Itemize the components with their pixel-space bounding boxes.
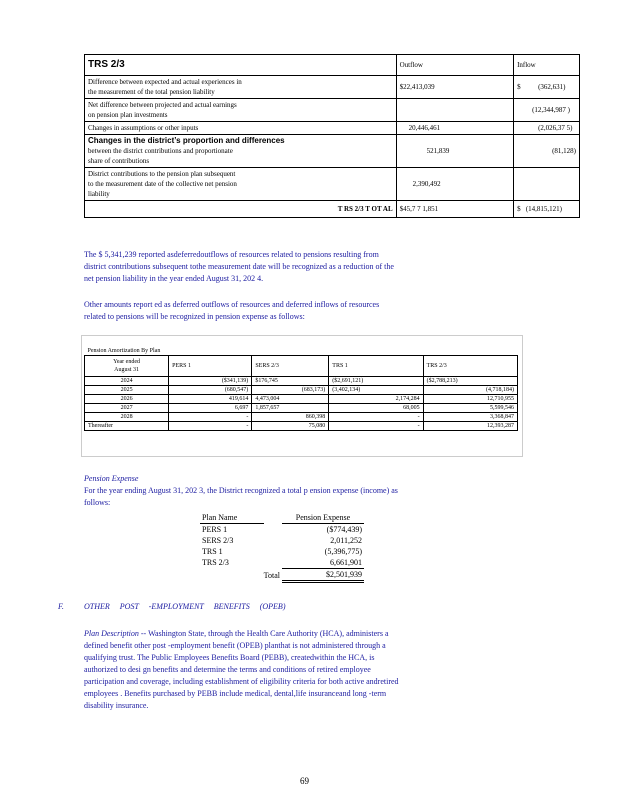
expense-cell: 6,661,901: [282, 557, 364, 569]
total-row: [85, 201, 580, 218]
value-cell: $176,745: [252, 377, 329, 386]
pension-expense-section: [84, 473, 398, 509]
table-header-row: [200, 512, 364, 524]
paragraph-other-amounts: [84, 299, 379, 323]
value-cell: ($2,691,121): [329, 377, 423, 386]
year-cell: 2028: [85, 413, 169, 422]
table-title: TRS 2/3: [85, 55, 397, 76]
paragraph-line: Other amounts report ed as deferred outflows of resources and deferred inflows of resources: [84, 300, 380, 309]
table-row: [85, 135, 580, 168]
opeb-letter: F.: [58, 602, 64, 611]
page-number: 69: [300, 776, 309, 786]
table-header-row: [85, 356, 518, 377]
amortization-table: [84, 347, 518, 431]
inflow-prefix: $: [517, 83, 521, 91]
value-cell: (683,173): [252, 386, 329, 395]
paragraph-line: related to pensions will be recognized in pension expense as follows:: [84, 312, 305, 321]
value-cell: ($2,788,213): [423, 377, 517, 386]
table-row: [200, 524, 364, 536]
total-outflow: $45,7 7 1,851: [396, 201, 513, 218]
expense-cell: (5,396,775): [324, 547, 362, 556]
plan-cell: PERS 1: [202, 525, 228, 534]
total-inflow-prefix: $: [517, 205, 521, 213]
outflow-cell: $22,413,039: [396, 76, 513, 99]
plan-cell: TRS 1: [202, 547, 223, 556]
value-cell: (680,547): [169, 386, 252, 395]
row-label-cont: the measurement of the total pension liability: [88, 88, 215, 96]
value-cell: (3,402,134): [329, 386, 423, 395]
year-cell: 2026: [85, 395, 169, 404]
table-row: [85, 404, 518, 413]
paragraph-line: follows:: [84, 498, 111, 507]
value-cell: 419,614: [169, 395, 252, 404]
column-header: SERS 2/3: [252, 356, 329, 377]
value-cell: 1,857,657: [252, 404, 329, 413]
opeb-plan-description: [84, 628, 554, 712]
pension-expense-table: [200, 512, 364, 583]
column-header-plan: Plan Name: [200, 512, 264, 524]
column-header: PERS 1: [169, 356, 252, 377]
table-row: [200, 557, 364, 569]
paragraph-line: employees . Benefits purchased by PEBB include medical, dental,life insuranceand long -term: [84, 689, 387, 698]
value-cell: 6,697: [169, 404, 252, 413]
total-value: $2,501,939: [282, 569, 364, 582]
row-label: Changes in assumptions or other inputs: [85, 122, 397, 135]
column-header-year: Year ended: [113, 359, 141, 365]
value-cell: 12,710,955: [423, 395, 517, 404]
value-cell: 5,599,546: [423, 404, 517, 413]
value-cell: 860,398: [252, 413, 329, 422]
paragraph-line: authorized to desi gn benefits and determine the terms and conditions of retired employee: [84, 665, 371, 674]
paragraph-line: district contributions subsequent tothe measurement date will be recognized as a reduction of the: [84, 262, 394, 271]
outflow-cell: 521,839: [396, 135, 513, 168]
table-row: [85, 76, 580, 99]
paragraph-line: qualifying trust. The Public Employees Benefits Board (PEBB), createdwithin the HCA, is: [84, 653, 375, 662]
value-cell: 2,174,284: [329, 395, 423, 404]
value-cell: 3,368,847: [423, 413, 517, 422]
year-cell: 2024: [85, 377, 169, 386]
table-row: [85, 386, 518, 395]
row-label-cont: liability: [88, 190, 110, 198]
row-label-cont: on pension plan investments: [88, 111, 168, 119]
paragraph-line: disability insurance.: [84, 701, 149, 710]
row-label-cont: share of contributions: [88, 157, 150, 165]
subheading: Plan Description: [84, 629, 139, 638]
paragraph-line: participation and coverage, including establishment of eligibility criteria for both active andretired: [84, 677, 399, 686]
expense-cell: ($774,439): [326, 525, 362, 534]
paragraph-line: The $ 5,341,239 reported asdeferredoutflows of resources related to pensions resulting from: [84, 250, 379, 259]
year-cell: 2025: [85, 386, 169, 395]
section-heading: Pension Expense: [84, 474, 139, 483]
column-header-outflow: Outflow: [396, 55, 513, 76]
table-row: [200, 535, 364, 546]
total-row: [200, 569, 364, 582]
year-cell: 2027: [85, 404, 169, 413]
inflow-cell: (362,631): [538, 83, 566, 91]
inflow-cell: (81,128): [514, 135, 580, 168]
table-header-row: [85, 55, 580, 76]
column-header-year-cont: August 31: [114, 367, 139, 373]
value-cell: 12,393,287: [423, 422, 517, 431]
value-cell: -: [169, 413, 252, 422]
paragraph-line: net pension liability in the year ended August 31, 202 4.: [84, 274, 264, 283]
table-row: [85, 413, 518, 422]
outflow-cell: 2,390,492: [396, 168, 513, 201]
inflow-cell: (2,026,37 5): [514, 122, 580, 135]
value-cell: 75,080: [252, 422, 329, 431]
table-row: [85, 122, 580, 135]
value-cell: 4,473,004: [252, 395, 329, 404]
table-row: [85, 422, 518, 431]
total-inflow: (14,815,121): [525, 205, 562, 213]
plan-cell: TRS 2/3: [202, 558, 229, 568]
table-row: [85, 377, 518, 386]
column-header: TRS 2/3: [423, 356, 517, 377]
opeb-heading: OTHER POST -EMPLOYMENT BENEFITS (OPEB): [84, 602, 286, 611]
value-cell: 68,005: [329, 404, 423, 413]
table-row: [85, 395, 518, 404]
row-label-cont: to the measurement date of the collective net pension: [88, 180, 237, 188]
column-header-expense: Pension Expense: [282, 512, 364, 524]
row-label: Difference between expected and actual experiences in: [88, 78, 242, 86]
plan-cell: SERS 2/3: [202, 536, 234, 545]
value-cell: (4,718,184): [423, 386, 517, 395]
column-header-inflow: Inflow: [514, 55, 580, 76]
year-cell: Thereafter: [85, 422, 169, 431]
expense-cell: 2,011,252: [330, 536, 362, 545]
row-label: between the district contributions and proportionate: [88, 147, 233, 155]
table-caption: Pension Amortization By Plan: [87, 348, 161, 354]
paragraph-line: defined benefit other post -employment benefit (OPEB) planthat is not administered through a: [84, 641, 386, 650]
row-label: Net difference between projected and actual earnings: [88, 101, 237, 109]
table-caption-row: [85, 347, 518, 356]
table-row: [85, 99, 580, 122]
total-label: T RS 2/3 T OT AL: [85, 201, 397, 218]
value-cell: -: [329, 422, 423, 431]
total-label: Total: [263, 570, 280, 580]
inflow-cell: [514, 168, 580, 201]
value-cell: -: [169, 422, 252, 431]
row-label: District contributions to the pension plan subsequent: [88, 170, 236, 178]
section-heading: Changes in the district’s proportion and differences: [88, 136, 285, 145]
paragraph-deferred-contributions: [84, 249, 394, 285]
outflow-cell: 20,446,461: [396, 122, 513, 135]
inflow-cell: (12,344,987 ): [514, 99, 580, 122]
paragraph-line: [84, 628, 554, 640]
value-cell: -: [329, 413, 423, 422]
paragraph-line: For the year ending August 31, 202 3, the District recognized a total p ension expense (income) as: [84, 486, 398, 495]
column-header: TRS 1: [329, 356, 423, 377]
table-row: [200, 546, 364, 557]
table-row: [85, 168, 580, 201]
outflow-cell: [396, 99, 513, 122]
paragraph-text: -- Washington State, through the Health Care Authority (HCA), administers a: [138, 629, 389, 638]
value-cell: ($341,139): [169, 377, 252, 386]
deferred-resources-table: [84, 54, 580, 218]
